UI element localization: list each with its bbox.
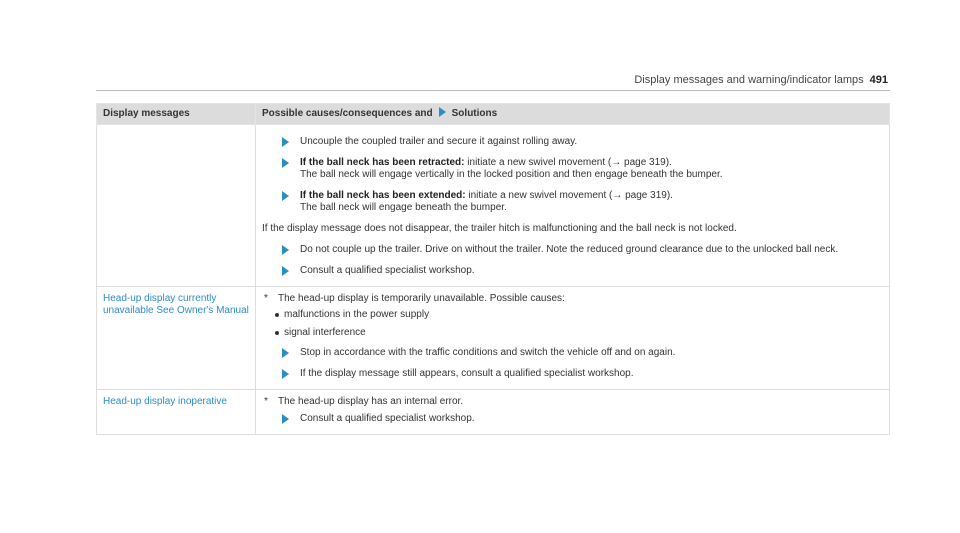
step-arrow-icon [282,348,289,358]
step-arrow-icon [282,137,289,147]
solution-step [262,190,883,214]
message-label: Head-up display currently unavailable See Owner's Manual [103,293,249,316]
header-display-messages: Display messages [97,104,256,125]
footnote-star: * [264,396,268,407]
cause-text: The head-up display is temporarily unavailable. Possible causes: [278,293,565,304]
list-item: signal interference [262,327,883,339]
table-row [97,125,890,287]
solution-step [262,413,883,425]
solution-step [262,265,883,277]
solution-arrow-icon [439,107,446,117]
step-text: Consult a qualified specialist workshop. [300,265,475,276]
step-arrow-icon [282,266,289,276]
cause-line [262,396,883,408]
step-text: initiate a new swivel movement (→ page 319). [467,157,672,168]
footnote-star: * [264,293,268,304]
step-text: Consult a qualified specialist workshop. [300,413,475,424]
header-causes-solutions [256,104,890,125]
step-text: initiate a new swivel movement (→ page 319). [468,190,673,201]
solution-step [262,136,883,148]
list-item: malfunctions in the power supply [262,309,883,321]
step-arrow-icon [282,369,289,379]
table-row [97,287,890,390]
step-text: Uncouple the coupled trailer and secure it against rolling away. [300,136,578,147]
cause-text: The head-up display has an internal error. [278,396,464,407]
solution-step [262,368,883,380]
step-arrow-icon [282,414,289,424]
message-cell [97,390,256,435]
cause-paragraph: If the display message does not disappear, the trailer hitch is malfunctioning and the ball neck is not locked. [262,223,737,234]
step-arrow-icon [282,191,289,201]
step-text: Stop in accordance with the traffic conditions and switch the vehicle off and on again. [300,347,676,358]
message-label: Head-up display inoperative [103,396,227,407]
cause-line [262,293,883,305]
message-cell [97,287,256,390]
header-rule [96,90,890,91]
solution-step [262,157,883,181]
running-head [634,74,888,86]
step-text: Do not couple up the trailer. Drive on without the trailer. Note the reduced ground clearance due to the unlocked ball neck. [300,244,839,255]
solution-cell [256,390,890,435]
table-row [97,390,890,435]
solution-cell [256,125,890,287]
header-solutions-label: Solutions [451,108,498,119]
running-head-title: Display messages and warning/indicator lamps [634,74,864,86]
step-subtext: The ball neck will engage vertically in the locked position and then engage beneath the bumper. [300,169,723,180]
step-condition-label: If the ball neck has been retracted: [300,157,465,168]
solution-step [262,347,883,359]
solution-cell [256,287,890,390]
message-cell [97,125,256,287]
solution-step [262,244,883,256]
step-condition-label: If the ball neck has been extended: [300,190,466,201]
step-text: If the display message still appears, consult a qualified specialist workshop. [300,368,634,379]
table-header-row [97,104,890,125]
step-arrow-icon [282,158,289,168]
cause-list [262,309,883,339]
display-messages-table [96,103,890,435]
step-arrow-icon [282,245,289,255]
page-number: 491 [869,74,888,86]
step-subtext: The ball neck will engage beneath the bumper. [300,202,507,213]
header-causes-label: Possible causes/consequences and [262,108,433,119]
